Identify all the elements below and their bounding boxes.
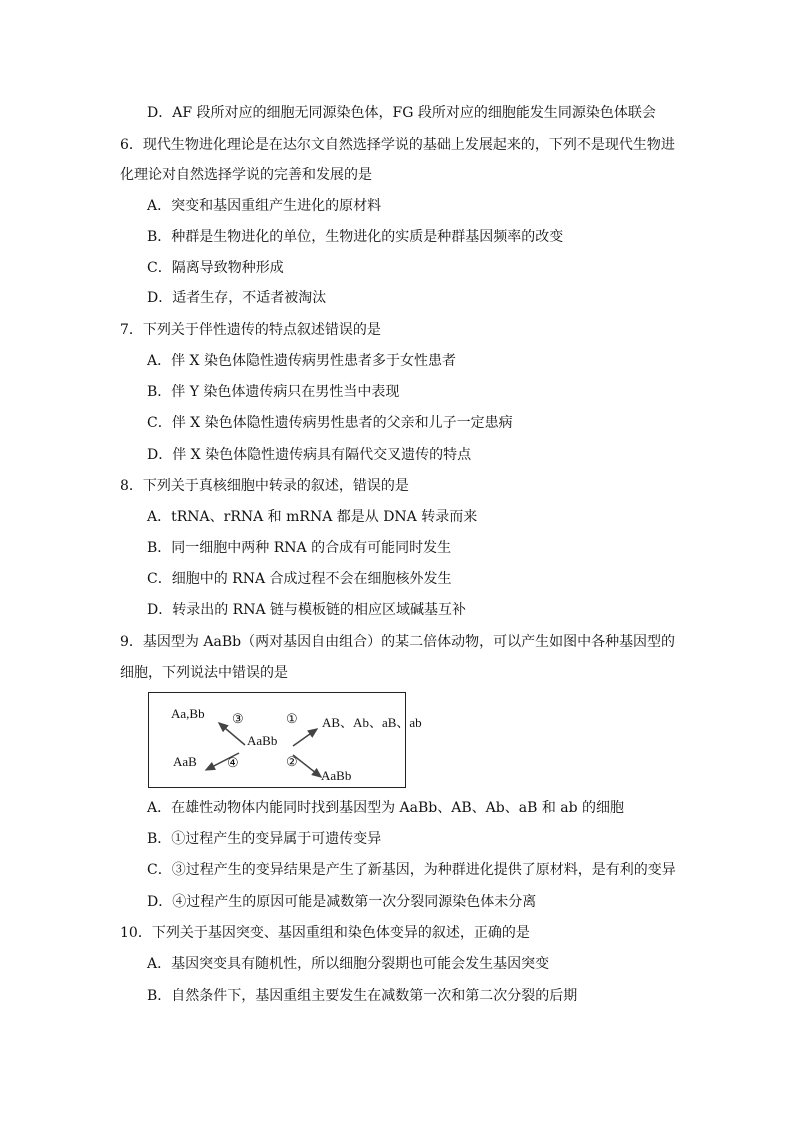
center-genotype: AaBb (247, 733, 278, 748)
question-text: 8．下列关于真核细胞中转录的叙述，错误的是 (120, 478, 409, 494)
genotype-top-left: Aa,Bb (171, 706, 205, 721)
question-text: 细胞，下列说法中错误的是 (120, 665, 288, 681)
option-text: A．在雄性动物体内能同时找到基因型为 AaBb、AB、Ab、aB 和 ab 的细胞 (147, 800, 625, 816)
genotype-diagram (148, 692, 422, 788)
option-text: D．④过程产生的原因可能是减数第一次分裂同源染色体未分离 (147, 894, 537, 910)
option-text: C．③过程产生的变异结果是产生了新基因，为种群进化提供了原材料，是有利的变异 (147, 862, 676, 878)
genotype-top-right: AB、Ab、aB、ab (322, 715, 422, 730)
genotype-bottom-left: AaB (173, 754, 197, 769)
label-1: ① (286, 711, 298, 726)
question-text: 7．下列关于伴性遗传的特点叙述错误的是 (120, 322, 381, 338)
option-text: B．种群是生物进化的单位，生物进化的实质是种群基因频率的改变 (147, 229, 564, 245)
label-3: ③ (232, 711, 244, 726)
option-text: B．同一细胞中两种 RNA 的合成有可能同时发生 (147, 540, 452, 556)
arrow-1 (293, 729, 317, 746)
option-text: A．基因突变具有随机性，所以细胞分裂期也可能会发生基因突变 (147, 956, 550, 972)
question-text: 6．现代生物进化理论是在达尔文自然选择学说的基础上发展起来的，下列不是现代生物进 (120, 137, 675, 153)
option-text: D．转录出的 RNA 链与模板链的相应区域碱基互补 (147, 602, 467, 618)
option-text: C．隔离导致物种形成 (147, 260, 284, 276)
option-text: D．AF 段所对应的细胞无同源染色体，FG 段所对应的细胞能发生同源染色体联会 (147, 105, 656, 121)
option-text: A．伴 X 染色体隐性遗传病男性患者多于女性患者 (147, 353, 456, 369)
option-text: B．伴 Y 染色体遗传病只在男性当中表现 (147, 384, 400, 400)
label-4: ④ (227, 755, 239, 770)
label-2: ② (286, 754, 298, 769)
question-text: 化理论对自然选择学说的完善和发展的是 (120, 167, 372, 183)
option-text: A．tRNA、rRNA 和 mRNA 都是从 DNA 转录而来 (147, 509, 478, 525)
option-text: B．①过程产生的变异属于可遗传变异 (147, 831, 382, 847)
option-text: C．细胞中的 RNA 合成过程不会在细胞核外发生 (147, 571, 452, 587)
option-text: A．突变和基因重组产生进化的原材料 (147, 198, 382, 214)
option-text: C．伴 X 染色体隐性遗传病男性患者的父亲和儿子一定患病 (147, 415, 513, 431)
option-text: D．伴 X 染色体隐性遗传病具有隔代交叉遗传的特点 (147, 447, 472, 463)
genotype-bottom-right: AaBb (321, 768, 352, 783)
option-text: D．适者生存，不适者被淘汰 (147, 290, 327, 306)
question-text: 9．基因型为 AaBb（两对基因自由组合）的某二倍体动物，可以产生如图中各种基因型的 (120, 634, 676, 650)
option-text: B．自然条件下，基因重组主要发生在减数第一次和第二次分裂的后期 (147, 988, 578, 1004)
question-text: 10．下列关于基因突变、基因重组和染色体变异的叙述，正确的是 (120, 925, 530, 941)
